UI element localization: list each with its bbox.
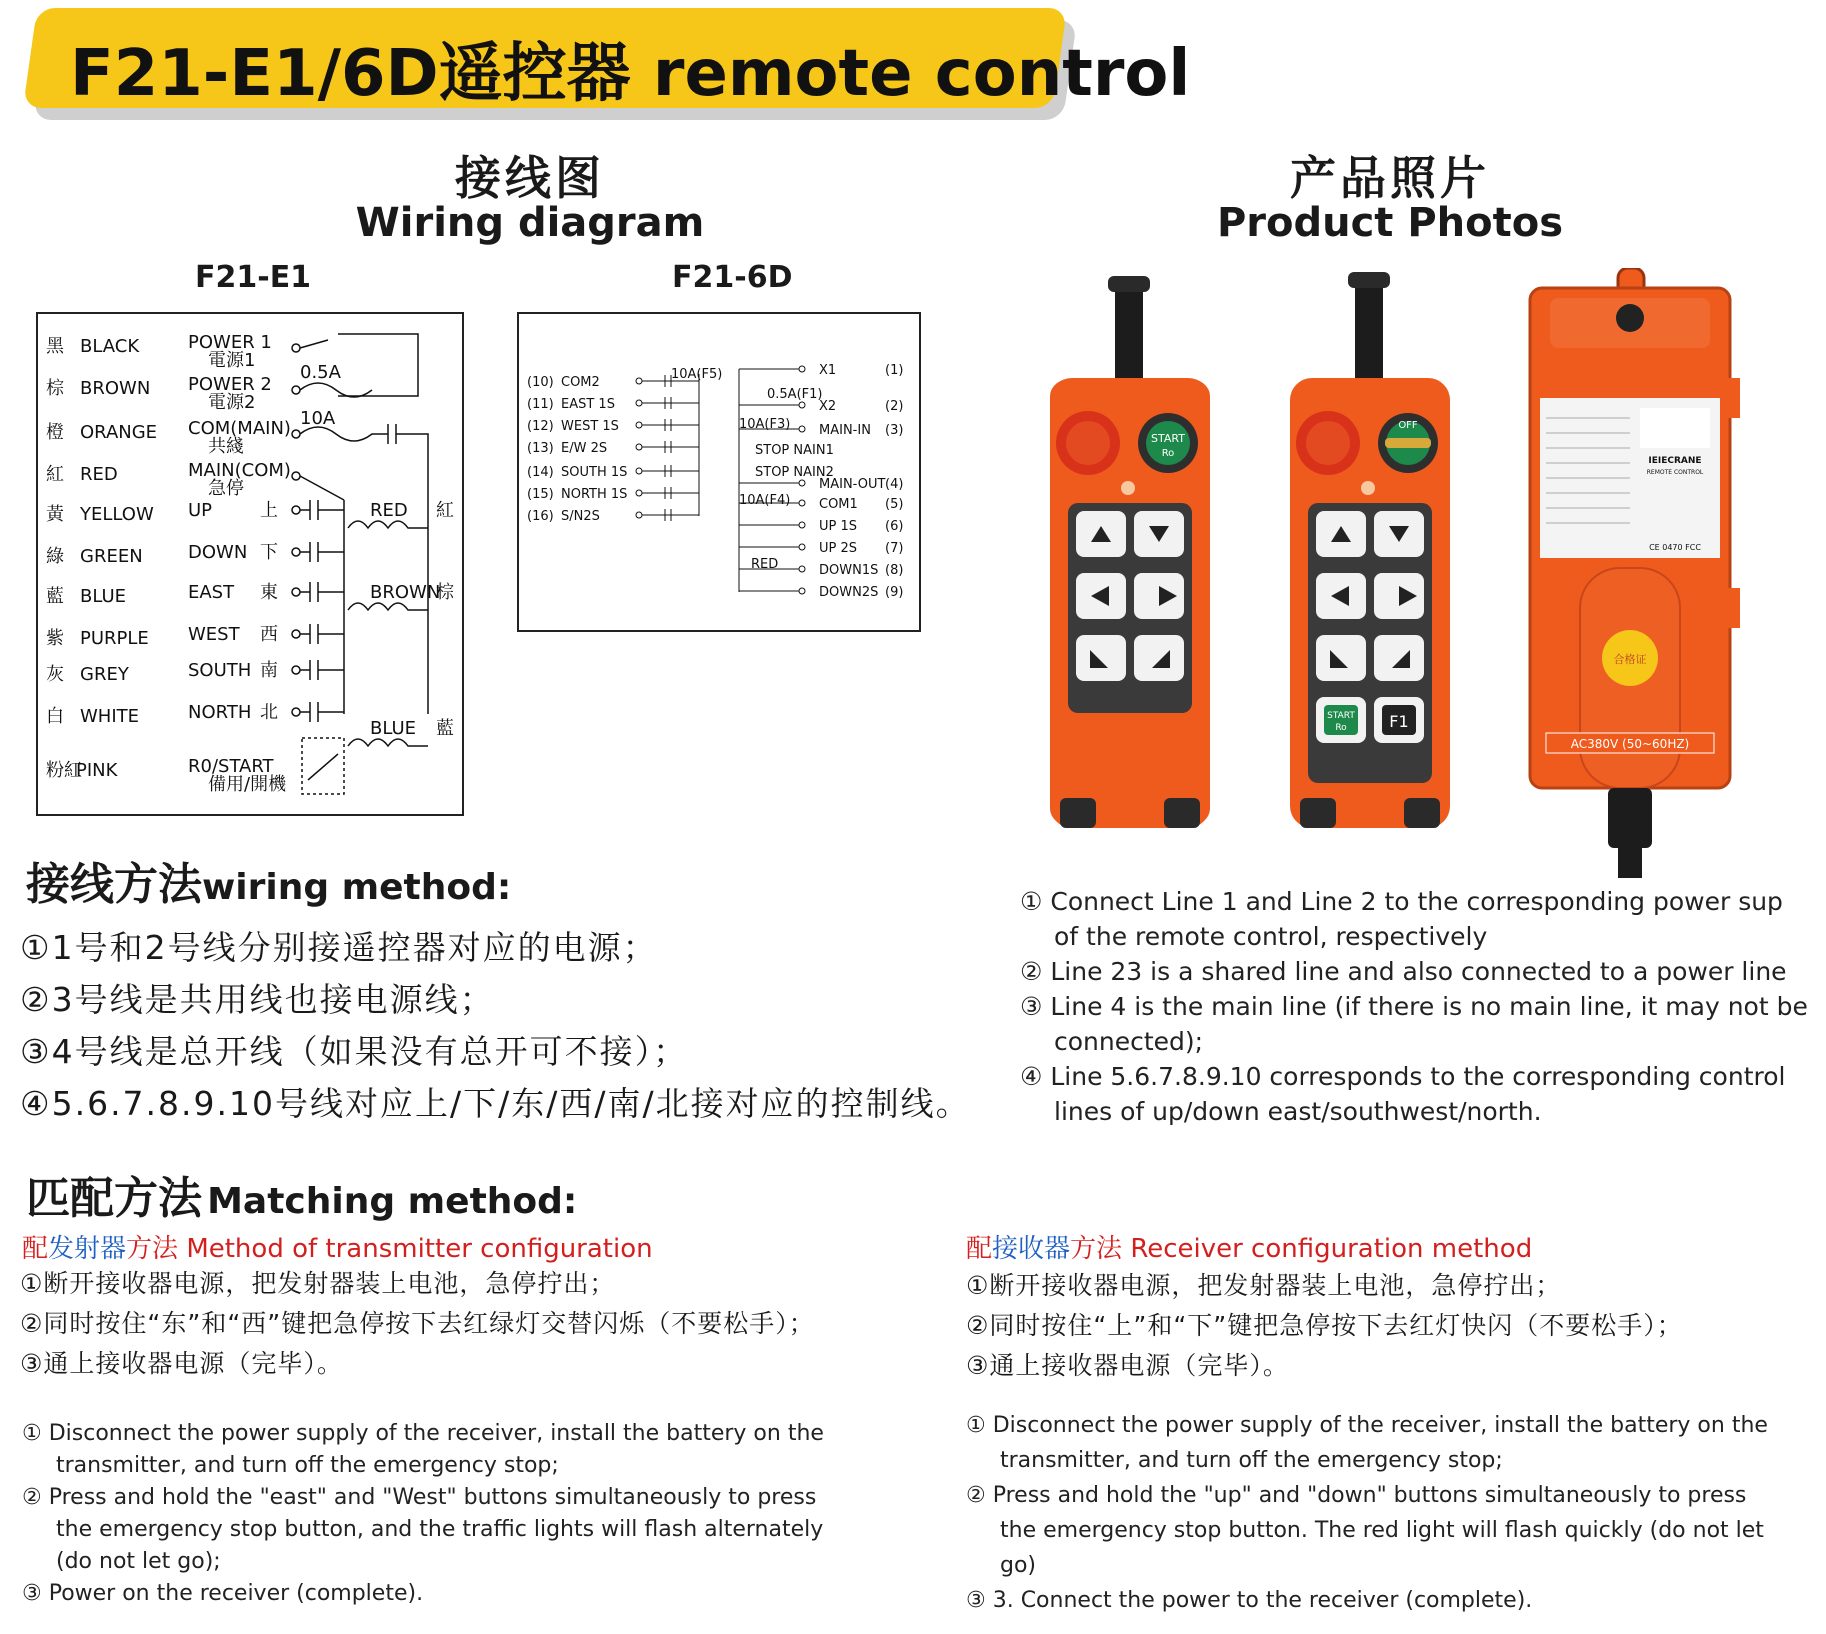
6d-f1-label: 0.5A(F1) (767, 387, 823, 402)
wiring-en-1b: of the remote control, respectively (1054, 922, 1488, 951)
e1-func-cn: 西 (260, 624, 278, 645)
voltage-label: AC380V (50~60HZ) (1570, 737, 1690, 751)
e1-terminal (292, 588, 300, 596)
tx-cn-1: ①断开接收器电源，把发射器装上电池，急停拧出； (20, 1269, 616, 1298)
e1-color-en: ORANGE (80, 422, 158, 443)
tx-en-2b: the emergency stop button, and the traffic lights will flash alternately (56, 1517, 824, 1542)
start-label: START (1151, 432, 1185, 445)
e1-color-en: BROWN (80, 378, 151, 399)
6d-terminal (636, 378, 642, 384)
start-sub-2: Ro (1335, 723, 1347, 733)
6d-left-num: (11) (527, 397, 554, 412)
e1-func: POWER 1 (188, 332, 272, 353)
6d-red-label: RED (751, 557, 779, 572)
tx-head-cn-b: 发射器 (48, 1234, 127, 1264)
6d-left-num: (14) (527, 465, 554, 480)
6d-terminal (636, 422, 642, 428)
e1-color-cn: 灰 (46, 664, 64, 685)
e1-fuse (300, 383, 372, 397)
e1-start-contact (308, 754, 338, 780)
badge-label: 合格证 (1613, 653, 1647, 666)
6d-terminal (799, 402, 805, 408)
tx-cn-2: ②同时按住“东”和“西”键把急停按下去红绿灯交替闪烁（不要松手）； (20, 1309, 815, 1338)
e1-func: SOUTH (188, 660, 252, 681)
6d-terminal (799, 480, 805, 486)
6d-left-num: (12) (527, 419, 554, 434)
6d-right-num: (5) (885, 497, 904, 512)
6d-terminal (636, 512, 642, 518)
e1-color-en: WHITE (80, 706, 140, 727)
6d-wiring-svg (519, 314, 919, 630)
6d-terminal (799, 500, 805, 506)
rx-en-2: ② Press and hold the "up" and "down" buttons simultaneously to press (966, 1483, 1747, 1508)
tx-en-3: ③ Power on the receiver (complete). (22, 1581, 424, 1606)
e1-coil-wire (338, 334, 418, 396)
photos-header-cn: 产品照片 (1290, 151, 1490, 205)
off-label: OFF (1398, 420, 1418, 431)
e1-terminal (292, 506, 300, 514)
e1-func-cn: 電源2 (208, 392, 256, 413)
wiring-cn-4: ④5.6.7.8.9.10号线对应上/下/东/西/南/北接对应的控制线。 (20, 1084, 971, 1123)
e1-color-cn: 棕 (46, 378, 64, 399)
6d-f4-label: 10A(F4) (739, 493, 791, 508)
6d-left-num: (13) (527, 441, 554, 456)
wiring-en-2: ② Line 23 is a shared line and also connected to a power line (1020, 957, 1787, 986)
e1-terminal (292, 344, 300, 352)
e1-func-cn: 北 (260, 702, 278, 723)
matching-title-en: Matching method: (207, 1181, 578, 1222)
tx-en-1: ① Disconnect the power supply of the receiver, install the battery on the (22, 1421, 824, 1446)
6d-stop1-label: STOP NAIN1 (755, 443, 834, 458)
6d-stop2-label: STOP NAIN2 (755, 465, 834, 480)
6d-right-name: MAIN-OUT (819, 477, 886, 492)
e1-func: R0/START (188, 756, 274, 777)
e1-coil (348, 739, 428, 746)
rx-head-cn-c: 方法 (1070, 1234, 1123, 1264)
e1-color-cn: 紫 (46, 628, 64, 649)
rx-en-3: ③ 3. Connect the power to the receiver (complete). (966, 1588, 1533, 1613)
e1-func: MAIN(COM) (188, 460, 291, 481)
rx-en-1b: transmitter, and turn off the emergency stop; (1000, 1448, 1503, 1473)
6d-right-name: MAIN-IN (819, 423, 871, 438)
e1-color-en: YELLOW (80, 504, 154, 525)
wiring-method-title (26, 848, 511, 912)
start-label-2: START (1327, 711, 1355, 721)
6d-right-name: DOWN2S (819, 585, 879, 600)
6d-terminal (636, 468, 642, 474)
e1-func: EAST (188, 582, 235, 603)
e1-color-cn: 白 (46, 706, 64, 727)
wiring-cn-3: ③4号线是总开线（如果没有总开可不接）； (20, 1032, 689, 1071)
6d-left-name: E/W 2S (561, 441, 608, 456)
e1-fuse1-label: 0.5A (300, 362, 341, 383)
e1-label: F21-E1 (195, 260, 312, 295)
6d-f3-label: 10A(F3) (739, 417, 791, 432)
6d-wiring-diagram (517, 312, 921, 632)
6d-left-name: COM2 (561, 375, 600, 390)
page-title: F21-E1/6D遥控器 remote control (70, 37, 1191, 111)
rx-head-cn-b: 接收器 (992, 1234, 1071, 1264)
6d-left-num: (10) (527, 375, 554, 390)
6d-left-name: SOUTH 1S (561, 465, 628, 480)
6d-terminal (799, 366, 805, 372)
rx-cn-2: ②同时按住“上”和“下”键把急停按下去红灯快闪（不要松手）； (966, 1311, 1683, 1340)
e1-coil-cn: 棕 (436, 582, 454, 603)
6d-left-name: NORTH 1S (561, 487, 628, 502)
transmitter-config-head (22, 1228, 653, 1265)
6d-right-name: COM1 (819, 497, 858, 512)
6d-right-num: (6) (885, 519, 904, 534)
6d-label: F21-6D (672, 260, 793, 295)
6d-right-num: (3) (885, 423, 904, 438)
tx-en-2: ② Press and hold the "east" and "West" buttons simultaneously to press (22, 1485, 817, 1510)
e1-func-cn: 備用/開機 (208, 774, 287, 795)
wiring-en-list (1020, 884, 1820, 1129)
e1-func-cn: 東 (260, 582, 278, 603)
wiring-header-en: Wiring diagram (355, 200, 705, 246)
wiring-en-3b: connected); (1054, 1027, 1204, 1056)
tx-head-cn-c: 方法 (126, 1234, 179, 1264)
transmitter-e1 (1050, 276, 1210, 828)
matching-title-cn: 匹配方法 (26, 1173, 202, 1224)
e1-func-cn: 急停 (208, 478, 244, 499)
e1-coil-cn: 紅 (436, 500, 454, 521)
e1-color-cn: 橙 (46, 422, 64, 443)
e1-color-cn: 黃 (46, 504, 64, 525)
matching-method-title (26, 1162, 577, 1226)
6d-terminal (799, 544, 805, 550)
e1-func-cn: 電源1 (208, 350, 256, 371)
e1-switch (300, 340, 328, 348)
remote-control-label: REMOTE CONTROL (1646, 469, 1704, 476)
rx-head-en: Receiver configuration method (1130, 1234, 1533, 1264)
e1-color-en: GREY (80, 664, 129, 685)
wiring-cn-2: ②3号线是共用线也接电源线； (20, 980, 495, 1019)
rx-cn-1: ①断开接收器电源，把发射器装上电池，急停拧出； (966, 1271, 1562, 1300)
6d-left-num: (15) (527, 487, 554, 502)
e1-color-cn: 紅 (46, 464, 64, 485)
e1-func: POWER 2 (188, 374, 272, 395)
e1-terminal (292, 548, 300, 556)
e1-func-cn: 共綫 (208, 436, 244, 457)
cert-label: CE 0470 FCC (1649, 543, 1701, 552)
tx-cn-3: ③通上接收器电源（完毕）。 (20, 1349, 343, 1378)
6d-left-name: EAST 1S (561, 397, 615, 412)
f1-label: F1 (1389, 712, 1409, 731)
6d-right-num: (4) (885, 477, 904, 492)
wiring-method-title-cn: 接线方法 (26, 859, 202, 910)
e1-coil (348, 521, 428, 528)
rx-en-2b: the emergency stop button. The red light will flash quickly (do not let (1000, 1518, 1764, 1543)
e1-func-cn: 下 (260, 542, 278, 563)
e1-color-cn: 藍 (46, 586, 64, 607)
6d-right-name: DOWN1S (819, 563, 879, 578)
e1-color-cn: 黑 (46, 336, 64, 357)
photos-header-en: Product Photos (1216, 200, 1564, 246)
6d-right-num: (2) (885, 399, 904, 414)
6d-terminal (799, 566, 805, 572)
e1-coil-label: BLUE (370, 718, 417, 739)
e1-coil (348, 603, 428, 610)
wiring-en-4: ④ Line 5.6.7.8.9.10 corresponds to the corresponding control (1020, 1062, 1786, 1091)
6d-left-num: (16) (527, 509, 554, 524)
6d-right-num: (1) (885, 363, 904, 378)
e1-coil-label: BROWN (370, 582, 441, 603)
e1-terminal (292, 666, 300, 674)
wiring-method-title-en: wiring method: (202, 867, 512, 908)
6d-f5-label: 10A(F5) (671, 367, 723, 382)
e1-color-en: BLUE (80, 586, 127, 607)
rx-en-list (966, 1408, 1768, 1618)
rx-en-1: ① Disconnect the power supply of the receiver, install the battery on the (966, 1413, 1768, 1438)
6d-right-name: X1 (819, 363, 837, 378)
e1-func: WEST (188, 624, 240, 645)
rx-cn-3: ③通上接收器电源（完毕）。 (966, 1351, 1289, 1380)
receiver-config-head (966, 1228, 1532, 1265)
transmitter-6d (1290, 272, 1450, 828)
e1-color-en: BLACK (80, 336, 140, 357)
e1-color-cn: 粉紅 (46, 760, 82, 781)
6d-right-num: (8) (885, 563, 904, 578)
tx-head-cn-a: 配 (22, 1234, 49, 1264)
start-sub: Ro (1161, 448, 1175, 459)
e1-terminal (292, 630, 300, 638)
wiring-en-1: ① Connect Line 1 and Line 2 to the corresponding power sup (1020, 887, 1783, 916)
e1-wiring-diagram (36, 312, 464, 816)
e1-func-cn: 上 (260, 500, 278, 521)
product-photos (1020, 268, 1820, 878)
e1-func: DOWN (188, 542, 248, 563)
e1-func: NORTH (188, 702, 252, 723)
wiring-en-3: ③ Line 4 is the main line (if there is no main line, it may not be (1020, 992, 1808, 1021)
e1-terminal (292, 430, 300, 438)
e1-wire (300, 476, 344, 500)
brand-label: IEIECRANE (1648, 456, 1702, 466)
e1-func: UP (188, 500, 213, 521)
e1-color-en: PINK (76, 760, 118, 781)
tx-head-en: Method of transmitter configuration (186, 1234, 653, 1264)
e1-color-en: PURPLE (80, 628, 149, 649)
wiring-header-cn: 接线图 (455, 151, 605, 205)
6d-left-name: S/N2S (561, 509, 600, 524)
6d-right-name: UP 1S (819, 519, 858, 534)
rx-en-2c: go) (1000, 1553, 1037, 1578)
e1-color-cn: 綠 (46, 546, 64, 567)
tx-cn-list (20, 1264, 815, 1384)
6d-terminal (799, 522, 805, 528)
e1-color-en: RED (80, 464, 118, 485)
tx-en-1b: transmitter, and turn off the emergency stop; (56, 1453, 559, 1478)
6d-right-name: UP 2S (819, 541, 858, 556)
e1-coil-label: RED (370, 500, 408, 521)
e1-func: COM(MAIN) (188, 418, 291, 439)
6d-terminal (636, 400, 642, 406)
rx-head-cn-a: 配 (966, 1234, 993, 1264)
e1-start-box (302, 738, 344, 794)
6d-terminal (799, 588, 805, 594)
tx-en-list (22, 1418, 824, 1610)
rx-cn-list (966, 1266, 1683, 1386)
6d-right-num: (9) (885, 585, 904, 600)
e1-terminal (292, 386, 300, 394)
e1-color-en: GREEN (80, 546, 143, 567)
6d-right-num: (7) (885, 541, 904, 556)
e1-terminal (292, 708, 300, 716)
6d-left-name: WEST 1S (561, 419, 619, 434)
e1-func-cn: 南 (260, 660, 278, 681)
6d-terminal (799, 426, 805, 432)
e1-terminal (292, 472, 300, 480)
6d-terminal (636, 490, 642, 496)
e1-coil-cn: 藍 (436, 718, 454, 739)
receiver (1530, 268, 1740, 878)
tx-en-2c: (do not let go); (56, 1549, 221, 1574)
wiring-cn-1: ①1号和2号线分别接遥控器对应的电源； (20, 928, 658, 967)
6d-right-name: X2 (819, 399, 837, 414)
e1-fuse2-label: 10A (300, 408, 336, 429)
e1-wiring-svg (38, 314, 462, 814)
6d-terminal (636, 444, 642, 450)
wiring-en-4b: lines of up/down east/southwest/north. (1054, 1097, 1542, 1126)
